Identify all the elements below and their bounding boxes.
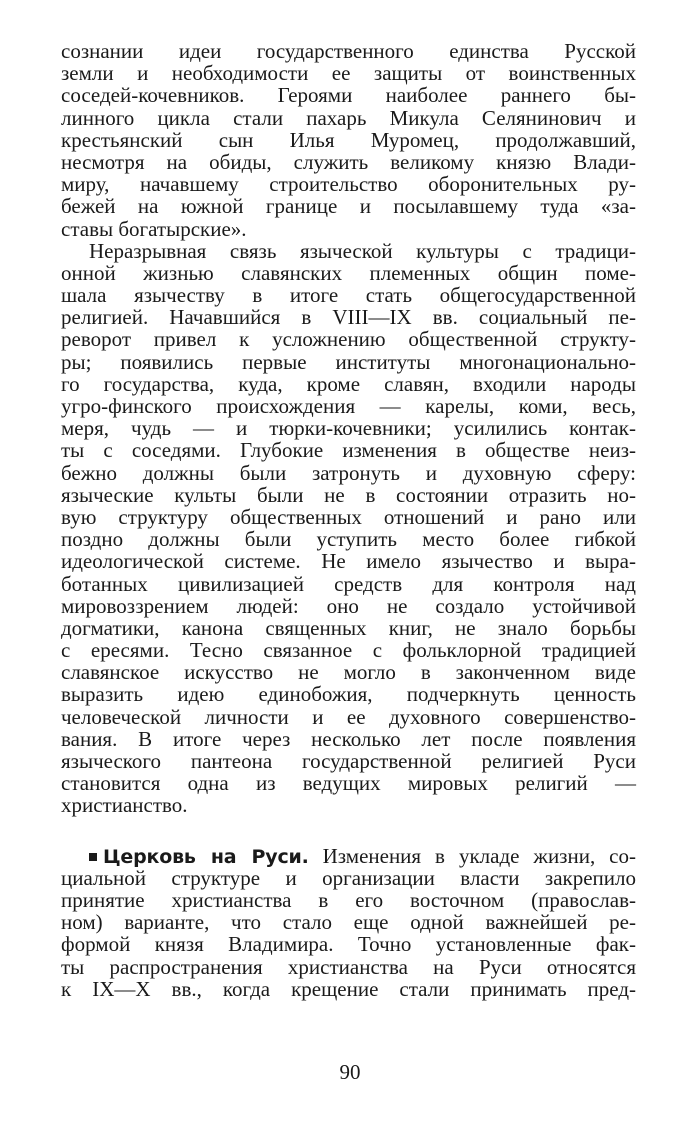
text-line: реворот привел к усложнению общественной структу-: [61, 327, 636, 352]
text-line: ты распространения христианства на Руси относятся: [61, 954, 636, 979]
text-line: выразить идею единобожия, подчеркнуть ценность: [61, 682, 636, 707]
section-first-line: [61, 845, 636, 867]
text-line: вую структуру общественных отношений и рано или: [61, 504, 636, 529]
text-line: линного цикла стали пахарь Микула Селянинович и: [61, 105, 636, 130]
text-line: ры; появились первые институты многонационально-: [61, 349, 636, 374]
text-line: мировоззрением людей: оно не создало устойчивой: [61, 593, 636, 618]
text-line: языческого пантеона государственной религией Руси: [61, 749, 636, 773]
text-line: ном) варианте, что стало еще одной важнейшей ре-: [61, 910, 636, 935]
text-line: шала язычеству в итоге стать общегосударственной: [61, 283, 636, 308]
section-heading-text: Церковь на Руси.: [103, 845, 309, 868]
page-number: 90: [339, 1060, 361, 1084]
text-line: религией. Начавшийся в VIII—IX вв. социальный пе-: [61, 305, 636, 330]
text-line: миру, начавшему строительство оборонительных ру-: [61, 172, 636, 197]
text-line: с ересями. Тесно связанное с фольклорной традицией: [61, 638, 636, 663]
page-text: [61, 40, 636, 1000]
text-line: славянское искусство не могло в законченном виде: [61, 660, 636, 685]
text-line: христианство.: [61, 793, 188, 818]
text-line: угро-финского происхождения — карелы, коми, весь,: [61, 394, 636, 418]
text-line: к IX—X вв., когда крещение стали принимать пред-: [61, 976, 636, 1001]
text-line: соседей-кочевников. Героями наиболее раннего бы-: [61, 83, 636, 108]
text-line: сознании идеи государственного единства Русской: [61, 39, 636, 63]
text-line: крестьянский сын Илья Муромец, продолжавший,: [61, 127, 636, 152]
text-line: становится одна из ведущих мировых религий —: [61, 771, 636, 796]
text-line: принятие христианства в его восточном (православ-: [61, 887, 636, 912]
section-gap: [61, 817, 636, 845]
text-line: онной жизнью славянских племенных общин поме-: [61, 260, 636, 285]
section-first-line-text: Изменения в укладе жизни, со-: [308, 843, 636, 868]
text-line: бежно должны были затронуть и духовную сферу:: [61, 460, 636, 485]
paragraph-2: [61, 240, 636, 817]
text-line: поздно должны были уступить место более гибкой: [61, 527, 636, 552]
text-line: циальной структуре и организации власти закрепило: [61, 865, 636, 890]
text-line: го государства, куда, кроме славян, входили народы: [61, 371, 636, 396]
text-line: ставы богатырские».: [61, 216, 247, 241]
text-line: языческие культы были не в состоянии отразить но-: [61, 482, 636, 507]
text-line: несмотря на обиды, служить великому князю Влади-: [61, 149, 636, 174]
section-heading: [89, 846, 309, 868]
text-line: меря, чудь — и тюрки-кочевники; усилились контак-: [61, 416, 636, 441]
text-line: человеческой личности и ее духовного совершенство-: [61, 704, 636, 729]
text-line: земли и необходимости ее защиты от воинственных: [61, 61, 636, 86]
text-line: идеологической системе. Не имело язычество и выра-: [61, 549, 636, 574]
section-church: [61, 845, 636, 1000]
text-line: формой князя Владимира. Точно установленные фак-: [61, 932, 636, 957]
text-line: ты с соседями. Глубокие изменения в обществе неиз-: [61, 438, 636, 463]
text-line: вания. В итоге через несколько лет после появления: [61, 726, 636, 751]
text-line: бежей на южной границе и посылавшему туда «за-: [61, 194, 636, 219]
text-line: догматики, канона священных книг, не знало борьбы: [61, 615, 636, 640]
paragraph-1: [61, 40, 636, 240]
text-line: ботанных цивилизацией средств для контроля над: [61, 571, 636, 596]
square-bullet-icon: [89, 853, 97, 861]
text-line: Неразрывная связь языческой культуры с традици-: [89, 238, 636, 263]
